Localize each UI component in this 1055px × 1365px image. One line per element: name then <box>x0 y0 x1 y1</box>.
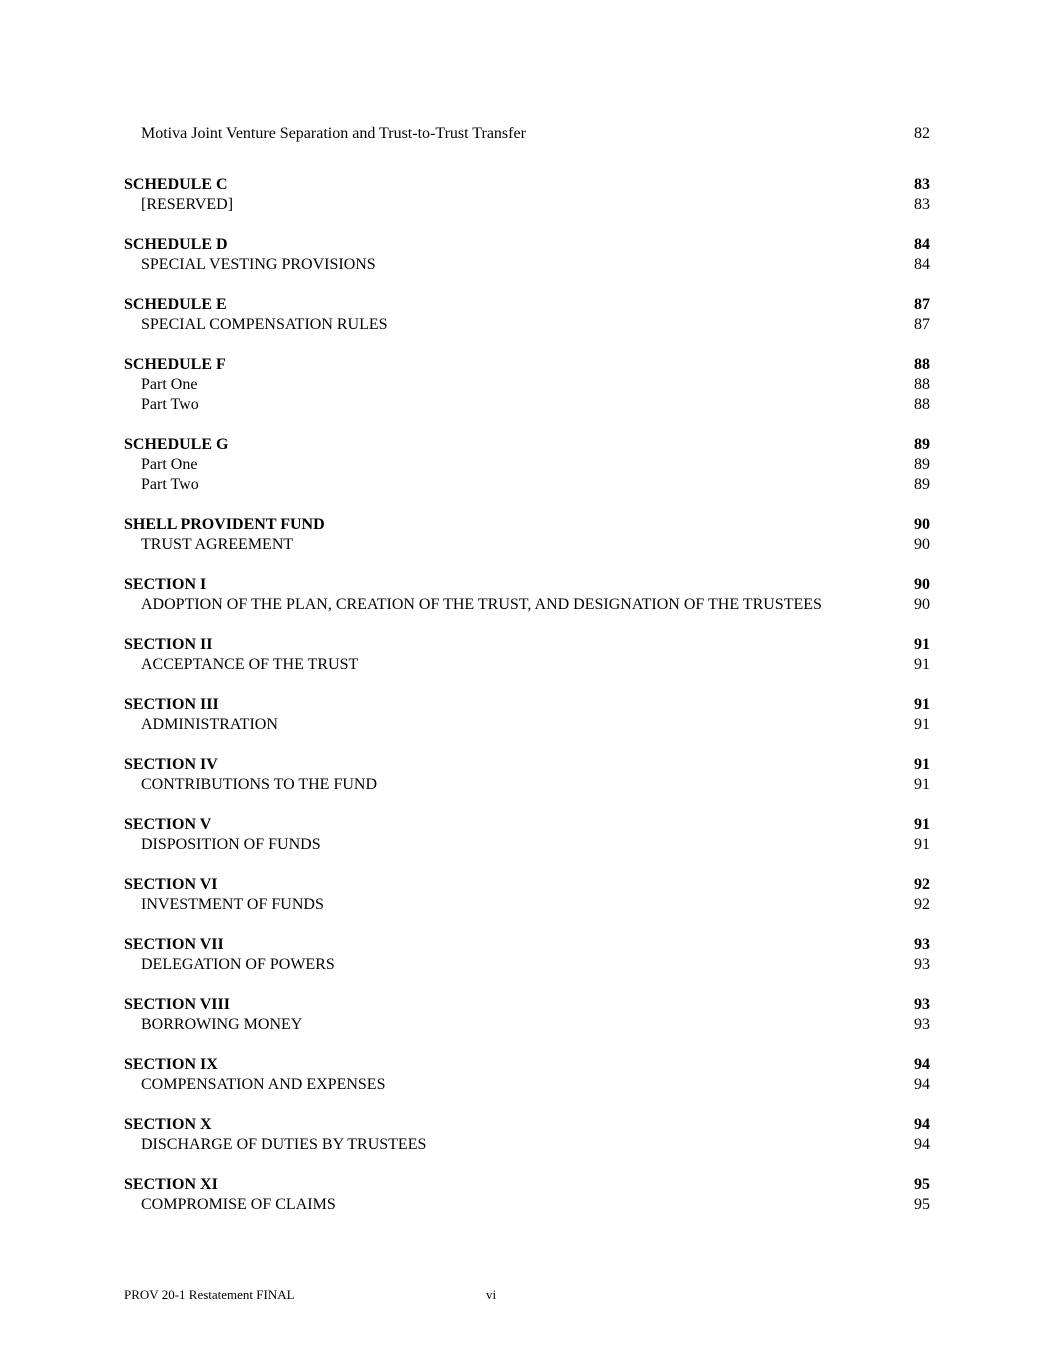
toc-entry-title: DISPOSITION OF FUNDS <box>141 836 321 853</box>
toc-entry-page: 91 <box>914 656 930 673</box>
toc-heading-page: 90 <box>914 576 930 593</box>
toc-entry-page: 93 <box>914 1016 930 1033</box>
toc-heading-title: SECTION XI <box>124 1176 218 1193</box>
toc-entry-page: 82 <box>914 125 930 142</box>
toc-heading-title: SECTION I <box>124 576 207 593</box>
toc-heading-page: 91 <box>914 816 930 833</box>
toc-entry-title: Part One <box>141 456 198 473</box>
toc-entry-page: 88 <box>914 376 930 393</box>
toc-heading-title: SECTION VI <box>124 876 218 893</box>
toc-entry-title: ADOPTION OF THE PLAN, CREATION OF THE TRUST, AND DESIGNATION OF THE TRUSTEES <box>141 596 822 613</box>
toc-entry-title: Part Two <box>141 476 199 493</box>
toc-group <box>124 1115 930 1155</box>
toc-entry[interactable] <box>124 475 930 495</box>
toc-heading-page: 93 <box>914 936 930 953</box>
toc-group <box>124 875 930 915</box>
toc-heading[interactable] <box>124 995 930 1015</box>
toc-entry-page: 84 <box>914 256 930 273</box>
toc-entry-page: 95 <box>914 1196 930 1213</box>
toc-heading-page: 88 <box>914 356 930 373</box>
toc-group <box>124 295 930 335</box>
toc-heading-page: 91 <box>914 696 930 713</box>
toc-heading-title: SECTION VIII <box>124 996 230 1013</box>
toc-entry-title: SPECIAL COMPENSATION RULES <box>141 316 388 333</box>
toc-heading-page: 91 <box>914 636 930 653</box>
toc-group <box>124 435 930 495</box>
toc-heading-title: SCHEDULE C <box>124 176 228 193</box>
toc-heading-title: SHELL PROVIDENT FUND <box>124 516 325 533</box>
toc-entry[interactable] <box>124 375 930 395</box>
toc-entry-title: Part Two <box>141 396 199 413</box>
toc-heading[interactable] <box>124 1175 930 1195</box>
toc-heading-page: 91 <box>914 756 930 773</box>
toc-group <box>124 175 930 215</box>
toc-group <box>124 1175 930 1215</box>
toc-heading[interactable] <box>124 755 930 775</box>
toc-entry[interactable] <box>124 895 930 915</box>
toc-entry-page: 92 <box>914 896 930 913</box>
toc-group <box>124 695 930 735</box>
toc-entry[interactable] <box>124 1135 930 1155</box>
toc-group <box>124 815 930 855</box>
toc-entry[interactable] <box>124 255 930 275</box>
toc-heading-title: SCHEDULE F <box>124 356 226 373</box>
footer-page-number: vi <box>486 1287 497 1302</box>
toc-entry[interactable] <box>124 1015 930 1035</box>
toc-entry-title: DISCHARGE OF DUTIES BY TRUSTEES <box>141 1136 427 1153</box>
toc-heading[interactable] <box>124 695 930 715</box>
toc-entry-page: 90 <box>914 536 930 553</box>
toc-group <box>124 635 930 675</box>
toc-heading-title: SECTION II <box>124 636 213 653</box>
toc-group <box>124 235 930 275</box>
toc-entry[interactable] <box>124 455 930 475</box>
toc-entry[interactable] <box>124 395 930 415</box>
toc-heading[interactable] <box>124 355 930 375</box>
toc-entry-title: INVESTMENT OF FUNDS <box>141 896 324 913</box>
toc-heading-page: 84 <box>914 236 930 253</box>
toc-entry[interactable] <box>124 124 930 144</box>
toc-heading-title: SCHEDULE G <box>124 436 229 453</box>
toc-entry-page: 89 <box>914 476 930 493</box>
toc-entry-title: DELEGATION OF POWERS <box>141 956 335 973</box>
toc-entry-title: COMPENSATION AND EXPENSES <box>141 1076 386 1093</box>
toc-entry-title: ADMINISTRATION <box>141 716 278 733</box>
toc-group <box>124 515 930 555</box>
toc-heading[interactable] <box>124 1055 930 1075</box>
toc-group <box>124 575 930 615</box>
toc-entry-page: 91 <box>914 836 930 853</box>
toc-entry-title: Part One <box>141 376 198 393</box>
toc-group <box>124 1055 930 1095</box>
toc-group <box>124 995 930 1035</box>
toc-entry-page: 83 <box>914 196 930 213</box>
toc-group <box>124 935 930 975</box>
toc-heading[interactable] <box>124 435 930 455</box>
toc-entry-title: COMPROMISE OF CLAIMS <box>141 1196 336 1213</box>
toc-entry[interactable] <box>124 775 930 795</box>
toc-heading[interactable] <box>124 575 930 595</box>
toc-heading-page: 89 <box>914 436 930 453</box>
toc-entry-page: 94 <box>914 1136 930 1153</box>
toc-entry[interactable] <box>124 955 930 975</box>
toc-lead-group <box>124 124 930 144</box>
toc-entry-page: 94 <box>914 1076 930 1093</box>
toc-group <box>124 755 930 795</box>
toc-entry[interactable] <box>124 655 930 675</box>
toc-entry[interactable] <box>124 535 930 555</box>
toc-heading[interactable] <box>124 295 930 315</box>
toc-entry-page: 90 <box>914 596 930 613</box>
toc-heading-title: SECTION VII <box>124 936 224 953</box>
toc-heading[interactable] <box>124 935 930 955</box>
toc-heading-title: SECTION III <box>124 696 219 713</box>
toc-entry[interactable] <box>124 715 930 735</box>
toc-heading-title: SCHEDULE E <box>124 296 227 313</box>
toc-entry-title: CONTRIBUTIONS TO THE FUND <box>141 776 378 793</box>
table-of-contents <box>124 124 930 1235</box>
toc-heading[interactable] <box>124 875 930 895</box>
toc-entry-title: ACCEPTANCE OF THE TRUST <box>141 656 359 673</box>
toc-heading[interactable] <box>124 1115 930 1135</box>
toc-entry-page: 87 <box>914 316 930 333</box>
toc-entry-page: 91 <box>914 776 930 793</box>
toc-heading[interactable] <box>124 515 930 535</box>
footer-document-id: PROV 20-1 Restatement FINAL <box>124 1287 295 1302</box>
toc-heading-page: 94 <box>914 1116 930 1133</box>
toc-heading-page: 92 <box>914 876 930 893</box>
toc-heading-title: SECTION IV <box>124 756 218 773</box>
toc-heading-title: SECTION IX <box>124 1056 218 1073</box>
toc-entry[interactable] <box>124 315 930 335</box>
toc-heading[interactable] <box>124 175 930 195</box>
toc-entry[interactable] <box>124 195 930 215</box>
toc-heading[interactable] <box>124 235 930 255</box>
toc-heading[interactable] <box>124 815 930 835</box>
toc-groups <box>124 175 930 1215</box>
toc-entry-page: 93 <box>914 956 930 973</box>
toc-heading-title: SECTION X <box>124 1116 212 1133</box>
toc-group <box>124 355 930 415</box>
toc-heading-title: SCHEDULE D <box>124 236 228 253</box>
toc-entry[interactable] <box>124 595 930 615</box>
toc-entry-title: Motiva Joint Venture Separation and Trust-to-Trust Transfer <box>141 125 526 142</box>
toc-entry-title: TRUST AGREEMENT <box>141 536 294 553</box>
toc-heading-page: 93 <box>914 996 930 1013</box>
toc-heading-page: 83 <box>914 176 930 193</box>
toc-heading[interactable] <box>124 635 930 655</box>
toc-entry-title: [RESERVED] <box>141 196 234 213</box>
toc-entry[interactable] <box>124 1195 930 1215</box>
toc-heading-page: 94 <box>914 1056 930 1073</box>
toc-entry-title: BORROWING MONEY <box>141 1016 303 1033</box>
toc-heading-page: 95 <box>914 1176 930 1193</box>
toc-heading-page: 90 <box>914 516 930 533</box>
toc-entry-page: 88 <box>914 396 930 413</box>
toc-entry-page: 89 <box>914 456 930 473</box>
toc-heading-page: 87 <box>914 296 930 313</box>
toc-entry-title: SPECIAL VESTING PROVISIONS <box>141 256 376 273</box>
toc-entry[interactable] <box>124 835 930 855</box>
toc-heading-title: SECTION V <box>124 816 212 833</box>
toc-entry-page: 91 <box>914 716 930 733</box>
toc-entry[interactable] <box>124 1075 930 1095</box>
